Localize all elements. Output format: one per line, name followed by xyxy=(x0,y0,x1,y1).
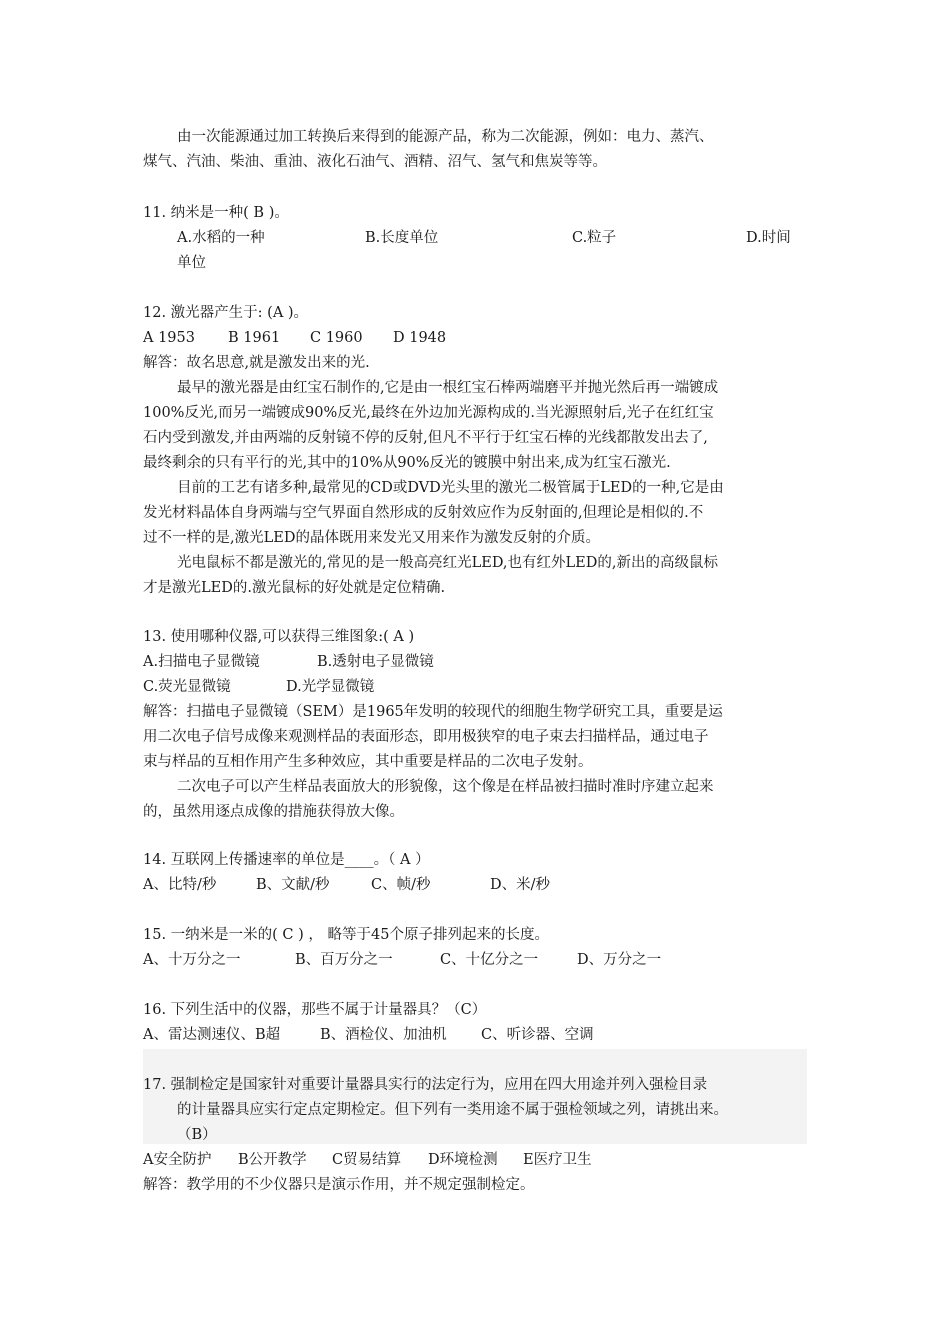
q11-option-wrap: 单位 xyxy=(177,255,206,271)
q16-option-b: B、酒检仪、加油机 xyxy=(320,1027,447,1043)
q11-option-d: D.时间 xyxy=(746,230,791,246)
q17-option-e: E医疗卫生 xyxy=(523,1152,592,1168)
q17-question-line-1: 17. 强制检定是国家针对重要计量器具实行的法定行为，应用在四大用途并列入强检目录 xyxy=(143,1077,708,1093)
q14-option-d: D、米/秒 xyxy=(490,877,551,893)
q11-question: 11. 纳米是一种( B )。 xyxy=(143,205,289,221)
q12-p1-line-4: 最终剩余的只有平行的光,其中的10%从90%反光的镀膜中射出来,成为红宝石激光. xyxy=(143,455,671,471)
q16-option-c: C、听诊器、空调 xyxy=(481,1027,594,1043)
q16-question: 16. 下列生活中的仪器，那些不属于计量器具？（C） xyxy=(143,1002,487,1018)
q12-answer: 解答：故名思意,就是激发出来的光. xyxy=(143,355,370,371)
q16-option-a: A、雷达测速仪、B超 xyxy=(143,1027,281,1043)
q13-answer-line-1: 解答：扫描电子显微镜（SEM）是1965年发明的较现代的细胞生物学研究工具，重要是运 xyxy=(143,704,723,720)
q17-question-line-3: （B） xyxy=(177,1127,217,1143)
q13-answer-line-2: 用二次电子信号成像来观测样品的表面形态，即用极狭窄的电子束去扫描样品，通过电子 xyxy=(143,729,709,745)
q15-question: 15. 一纳米是一米的( C ) ， 略等于45个原子排列起来的长度。 xyxy=(143,927,549,943)
q13-answer-line-3: 束与样品的互相作用产生多种效应，其中重要是样品的二次电子发射。 xyxy=(143,754,593,770)
q17-question-line-2: 的计量器具应实行定点定期检定。但下列有一类用途不属于强检领域之列，请挑出来。 xyxy=(177,1102,728,1118)
q14-option-b: B、文献/秒 xyxy=(256,877,330,893)
q13-p-line-2: 的，虽然用逐点成像的措施获得放大像。 xyxy=(143,804,404,820)
q12-p1-line-1: 最早的激光器是由红宝石制作的,它是由一根红宝石棒两端磨平并抛光然后再一端镀成 xyxy=(177,380,719,396)
q15-option-b: B、百万分之一 xyxy=(295,952,393,968)
q14-option-c: C、帧/秒 xyxy=(371,877,431,893)
q17-option-c: C贸易结算 xyxy=(332,1152,402,1168)
q13-p-line-1: 二次电子可以产生样品表面放大的形貌像，这个像是在样品被扫描时准时序建立起来 xyxy=(177,779,714,795)
q15-option-d: D、万分之一 xyxy=(577,952,662,968)
q12-question: 12. 激光器产生于: (A )。 xyxy=(143,305,309,321)
highlight-block xyxy=(143,1049,807,1144)
q13-option-b: B.透射电子显微镜 xyxy=(317,654,434,670)
q12-option-a: A 1953 xyxy=(143,330,195,346)
q13-option-d: D.光学显微镜 xyxy=(286,679,375,695)
q12-option-c: C 1960 xyxy=(310,330,363,346)
q12-p1-line-2: 100%反光,而另一端镀成90%反光,最终在外边加光源构成的.当光源照射后,光子在红红宝 xyxy=(143,405,714,421)
q12-p2-line-3: 过不一样的是,激光LED的晶体既用来发光又用来作为激发反射的介质。 xyxy=(143,530,600,546)
q11-option-b: B.长度单位 xyxy=(365,230,439,246)
q12-p3-line-2: 才是激光LED的.激光鼠标的好处就是定位精确. xyxy=(143,580,446,596)
q12-option-b: B 1961 xyxy=(228,330,281,346)
q12-p1-line-3: 石内受到激发,并由两端的反射镜不停的反射,但凡不平行于红宝石棒的光线都散发出去了, xyxy=(143,430,708,446)
q15-option-c: C、十亿分之一 xyxy=(440,952,539,968)
q13-option-c: C.荧光显微镜 xyxy=(143,679,231,695)
q12-option-d: D 1948 xyxy=(393,330,447,346)
q11-option-a: A.水稻的一种 xyxy=(177,230,265,246)
q14-question: 14. 互联网上传播速率的单位是____。（ A ） xyxy=(143,852,430,868)
q17-option-a: A安全防护 xyxy=(143,1152,212,1168)
q17-option-d: D环境检测 xyxy=(428,1152,498,1168)
q11-option-c: C.粒子 xyxy=(572,230,617,246)
q14-option-a: A、比特/秒 xyxy=(143,877,217,893)
q12-p3-line-1: 光电鼠标不都是激光的,常见的是一般高亮红光LED,也有红外LED的,新出的高级鼠标 xyxy=(177,555,718,571)
q15-option-a: A、十万分之一 xyxy=(143,952,241,968)
q12-p2-line-1: 目前的工艺有诸多种,最常见的CD或DVD光头里的激光二极管属于LED的一种,它是由 xyxy=(177,480,724,496)
q13-question: 13. 使用哪种仪器,可以获得三维图象:( A ) xyxy=(143,629,415,645)
q17-answer: 解答：教学用的不少仪器只是演示作用，并不规定强制检定。 xyxy=(143,1177,535,1193)
q13-option-a: A.扫描电子显微镜 xyxy=(143,654,260,670)
intro-line-2: 煤气、汽油、柴油、重油、液化石油气、酒精、沼气、氢气和焦炭等等。 xyxy=(143,154,607,170)
q12-p2-line-2: 发光材料晶体自身两端与空气界面自然形成的反射效应作为反射面的,但理论是相似的.不 xyxy=(143,505,704,521)
q17-option-b: B公开教学 xyxy=(238,1152,307,1168)
intro-line-1: 由一次能源通过加工转换后来得到的能源产品，称为二次能源，例如：电力、蒸汽、 xyxy=(177,129,714,145)
